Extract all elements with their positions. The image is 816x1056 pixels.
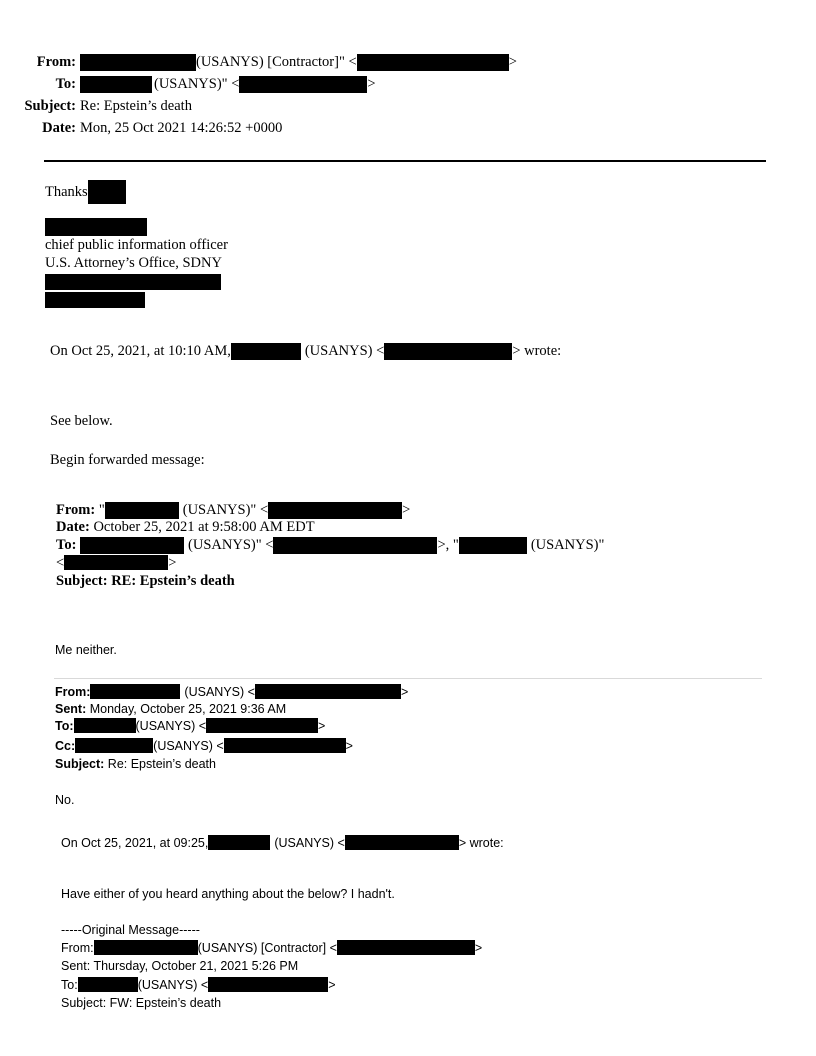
redaction-bar (231, 343, 301, 360)
to-value: (USANYS)" < (154, 76, 240, 92)
redaction-bar (459, 537, 527, 554)
msg3-sent-line (55, 701, 286, 717)
redaction-bar (80, 76, 152, 93)
msg3-subject-line (55, 756, 216, 772)
fwd-to-label: To: (56, 537, 77, 553)
reply-thanks-line (45, 184, 126, 204)
msg3-to-value: (USANYS) < (135, 719, 207, 733)
bracket: > (168, 555, 177, 571)
orig-from-value: (USANYS) [Contractor] < (197, 941, 337, 955)
orig-to-value: (USANYS) < (137, 978, 209, 992)
orig-subject-value: FW: Epstein’s death (109, 996, 222, 1010)
redaction-bar (45, 274, 221, 290)
original-marker: -----Original Message----- (61, 923, 200, 937)
on-prefix: On Oct 25, 2021, at 09:25, (61, 836, 209, 850)
redaction-bar (90, 684, 180, 699)
redaction-bar (94, 940, 198, 955)
redaction-bar (255, 684, 401, 699)
bracket: > (400, 685, 409, 699)
bracket: < (56, 555, 65, 571)
fwd-to-cont-line (56, 555, 176, 572)
orig-from-line (61, 940, 482, 956)
redaction-bar (337, 940, 475, 955)
msg4-on-line (61, 835, 504, 851)
orig-to-line (61, 977, 336, 993)
header-date-line (8, 120, 282, 137)
message2-body: Me neither. (55, 643, 117, 657)
bracket: > (402, 502, 411, 518)
to-label: To: (55, 76, 76, 92)
redaction-bar (88, 180, 126, 204)
msg3-from-value: (USANYS) < (184, 685, 255, 699)
orig-from-label: From: (61, 941, 94, 955)
msg3-cc-value: (USANYS) < (153, 739, 224, 753)
bracket: > (328, 978, 336, 992)
redaction-bar (208, 977, 328, 992)
on-suffix: > wrote: (458, 836, 504, 850)
msg3-from-line (55, 684, 408, 700)
thanks-text: Thanks (45, 184, 88, 200)
message-divider (54, 678, 762, 679)
redaction-bar (45, 292, 145, 308)
redaction-bar (273, 537, 437, 554)
msg3-to-label: To: (55, 719, 74, 733)
redaction-bar (80, 537, 184, 554)
orig-to-label: To: (61, 978, 78, 992)
date-value: Mon, 25 Oct 2021 14:26:52 +0000 (80, 120, 283, 136)
msg3-body: No. (55, 793, 75, 807)
header-from-line (8, 54, 517, 71)
on-mid: (USANYS) < (304, 343, 385, 359)
orig-sent-value: Thursday, October 21, 2021 5:26 PM (93, 959, 299, 973)
msg3-cc-label: Cc: (55, 739, 76, 753)
fwd-from-value: (USANYS)" < (182, 502, 269, 518)
redaction-bar (224, 738, 346, 753)
on-prefix: On Oct 25, 2021, at 10:10 AM, (50, 343, 231, 359)
bracket: > (367, 76, 376, 92)
msg3-sent-label: Sent: (55, 702, 87, 716)
orig-sent-line (61, 958, 298, 974)
redaction-bar (206, 718, 318, 733)
on-suffix: > wrote: (512, 343, 562, 359)
bracket: > (345, 739, 353, 753)
msg4-body: Have either of you heard anything about the below? I hadn't. (61, 887, 395, 901)
msg3-cc-line (55, 738, 353, 754)
quote-mark: " (98, 502, 105, 518)
redaction-bar (75, 738, 153, 753)
quote1-on-line (50, 343, 561, 360)
begin-forwarded-text: Begin forwarded message: (50, 452, 205, 468)
fwd-subject-line (56, 573, 235, 590)
redaction-bar (64, 555, 168, 570)
redaction-bar (45, 218, 147, 236)
redaction-bar (78, 977, 138, 992)
msg3-sent-value: Monday, October 25, 2021 9:36 AM (89, 702, 287, 716)
signature-office: U.S. Attorney’s Office, SDNY (45, 255, 222, 271)
bracket: > (508, 54, 517, 70)
msg3-from-label: From: (55, 685, 91, 699)
bracket: > (318, 719, 326, 733)
bracket: > (474, 941, 483, 955)
fwd-to-value-2: (USANYS)" (530, 537, 605, 553)
redaction-bar (345, 835, 459, 850)
from-label: From: (36, 54, 76, 70)
header-to-line (8, 76, 376, 93)
date-label: Date: (42, 120, 76, 136)
signature-title: chief public information officer (45, 237, 228, 253)
fwd-subject-value: RE: Epstein’s death (111, 573, 235, 589)
fwd-to-value: (USANYS)" < (188, 537, 274, 553)
msg3-subject-label: Subject: (55, 757, 105, 771)
orig-sent-label: Sent: (61, 959, 91, 973)
redaction-bar (239, 76, 367, 93)
redaction-bar (357, 54, 509, 71)
fwd-date-value: October 25, 2021 at 9:58:00 AM EDT (93, 519, 315, 535)
orig-subject-label: Subject: (61, 996, 107, 1010)
msg3-to-line (55, 718, 325, 734)
fwd-to-line (56, 537, 604, 554)
redaction-bar (80, 54, 196, 71)
header-subject-line (0, 98, 192, 115)
separator: >, " (437, 537, 459, 553)
subject-value: Re: Epstein’s death (80, 98, 192, 114)
see-below-text: See below. (50, 413, 113, 429)
redaction-bar (268, 502, 402, 519)
on-mid: (USANYS) < (274, 836, 345, 850)
redaction-bar (74, 718, 136, 733)
orig-subject-line (61, 995, 221, 1011)
msg3-subject-value: Re: Epstein’s death (107, 757, 216, 771)
redaction-bar (105, 502, 179, 519)
redaction-bar (208, 835, 270, 850)
header-divider (44, 160, 766, 162)
from-value: (USANYS) [Contractor]" < (196, 54, 357, 70)
fwd-subject-label: Subject: (56, 573, 108, 589)
subject-label: Subject: (24, 98, 76, 114)
fwd-date-label: Date: (56, 519, 90, 535)
fwd-from-label: From: (56, 502, 96, 518)
fwd-date-line (56, 519, 315, 536)
redaction-bar (384, 343, 512, 360)
fwd-from-line (56, 502, 410, 519)
